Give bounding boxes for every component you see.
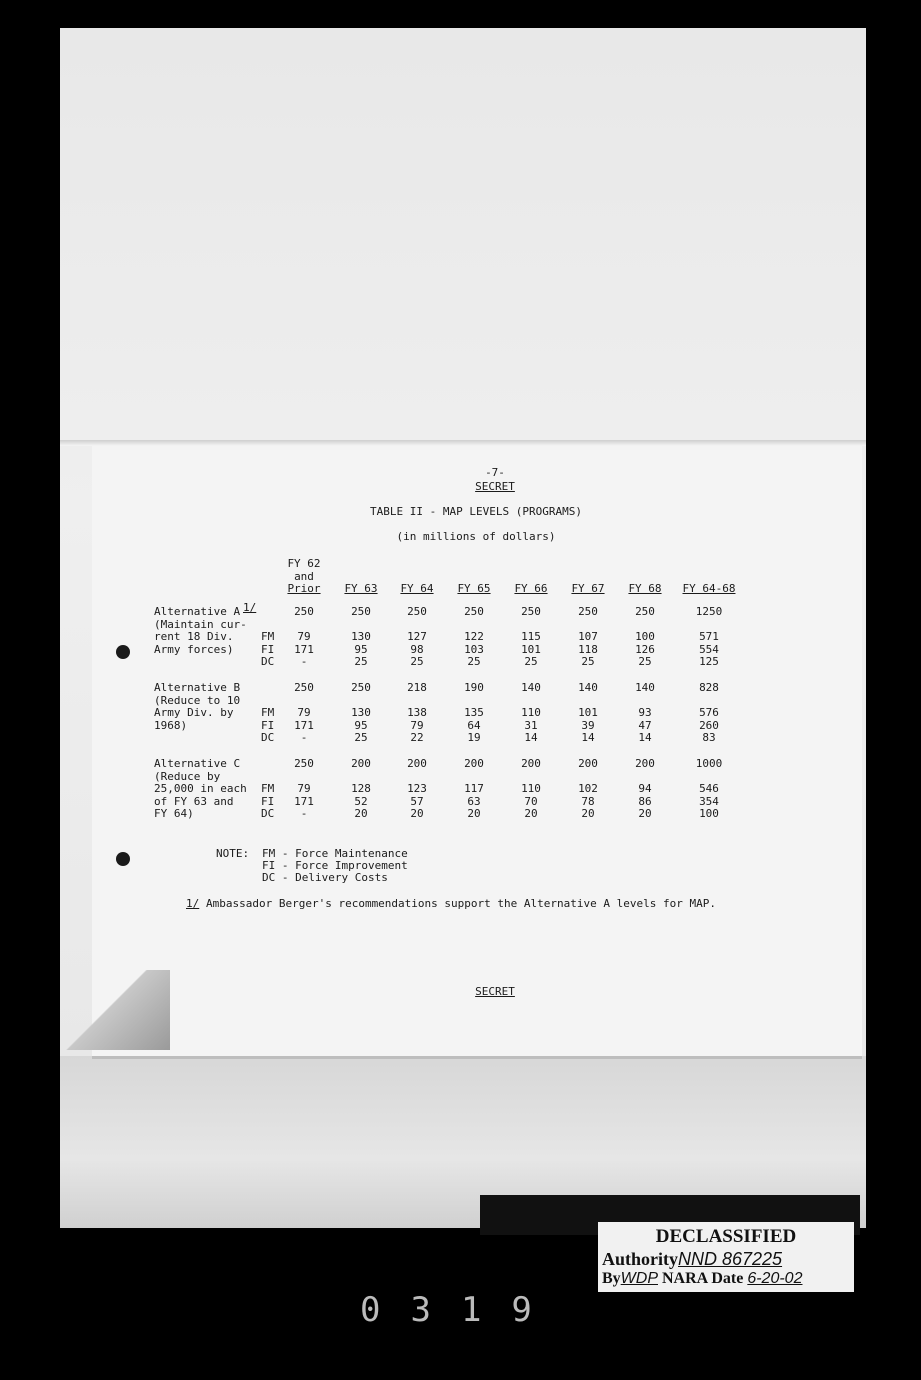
table-cell: 20: [524, 807, 538, 820]
stamp-nara-label: NARA Date: [662, 1270, 744, 1287]
total-cell: 250: [351, 681, 371, 694]
total-cell: 140: [521, 681, 541, 694]
alternative-label: Army Div. by: [154, 706, 234, 719]
alternative-label: 1968): [154, 718, 188, 732]
table-cell: 95: [354, 642, 368, 656]
total-cell: 200: [351, 757, 371, 770]
stamp-by-value: WDP: [620, 1270, 658, 1287]
table-cell: 25: [638, 655, 652, 668]
total-cell: 200: [521, 757, 541, 770]
total-cell: 1250: [695, 605, 723, 618]
table-cell: 95: [354, 718, 368, 732]
table-cell: 576: [699, 706, 719, 719]
table-cell: 122: [464, 630, 484, 643]
note-line-fm: FM - Force Maintenance: [262, 847, 408, 860]
table-cell: 52: [354, 794, 368, 808]
row-code: FI: [261, 794, 275, 808]
total-cell: 250: [464, 605, 484, 618]
total-cell: 200: [407, 757, 427, 770]
footnote-text: Ambassador Berger's recommendations support the Alternative A levels for MAP.: [206, 897, 716, 910]
total-cell: 140: [635, 681, 655, 694]
total-cell: 140: [578, 681, 598, 694]
table-cell: 19: [467, 731, 481, 744]
total-cell: 250: [407, 605, 427, 618]
stamp-by: [602, 1270, 802, 1288]
table-cell: 64: [467, 718, 481, 732]
column-header: FY 65: [457, 582, 491, 595]
table-cell: 100: [699, 807, 719, 820]
table-cell: 171: [294, 642, 314, 656]
column-header: FY 62: [287, 557, 321, 570]
punch-hole: [116, 852, 130, 866]
total-cell: 250: [521, 605, 541, 618]
row-code: DC: [261, 655, 275, 668]
alternative-label: FY 64): [154, 807, 194, 820]
row-code: DC: [261, 731, 275, 744]
table-cell: -: [300, 731, 308, 744]
table-cell: 130: [351, 706, 371, 719]
alternative-label: Alternative B: [154, 681, 241, 694]
frame-number: 0319: [360, 1290, 562, 1330]
table-cell: 20: [581, 807, 595, 820]
table-cell: 138: [407, 706, 427, 719]
classification-bottom: SECRET: [475, 985, 515, 998]
total-cell: 200: [635, 757, 655, 770]
table-cell: 123: [407, 782, 427, 795]
table-cell: 93: [638, 706, 652, 719]
alternative-label: Alternative C: [154, 757, 241, 770]
table-cell: 39: [581, 718, 595, 732]
column-header: and: [294, 569, 314, 583]
table-cell: -: [300, 807, 308, 820]
table-cell: 101: [578, 706, 598, 719]
table-cell: 130: [351, 630, 371, 643]
row-code: FI: [261, 718, 275, 732]
column-header: FY 64: [400, 582, 434, 595]
table-cell: 86: [638, 794, 652, 808]
column-header: FY 68: [628, 582, 662, 595]
stamp-title: DECLASSIFIED: [655, 1226, 797, 1247]
table-cell: 70: [524, 794, 538, 808]
stamp-authority-label: Authority: [602, 1249, 678, 1269]
declassification-stamp: [598, 1222, 854, 1292]
table-cell: 20: [467, 807, 481, 820]
table-cell: 83: [702, 731, 716, 744]
table-cell: 25: [524, 655, 538, 668]
table-cell: -: [300, 655, 308, 668]
note-line-dc: DC - Delivery Costs: [262, 871, 388, 884]
stamp-authority-value: NND 867225: [678, 1249, 783, 1269]
column-header: Prior: [287, 582, 321, 595]
punch-hole: [116, 645, 130, 659]
table-cell: 546: [699, 782, 719, 795]
alternative-label: Army forces): [154, 642, 234, 656]
alternative-label: rent 18 Div.: [154, 630, 234, 643]
row-code: FM: [261, 706, 275, 719]
table-subtitle: (in millions of dollars): [396, 530, 556, 543]
total-cell: 250: [294, 605, 314, 618]
column-header: FY 63: [344, 582, 378, 595]
table-cell: 47: [638, 718, 652, 732]
table-cell: 14: [524, 731, 538, 744]
table-cell: 103: [464, 642, 484, 656]
page-corner-shadow: [60, 970, 170, 1050]
total-cell: 190: [464, 681, 484, 694]
alternative-label: of FY 63 and: [154, 794, 234, 808]
alternative-label: 25,000 in each: [154, 782, 247, 795]
table-cell: 94: [638, 782, 652, 795]
table-cell: 101: [521, 642, 541, 656]
total-cell: 1000: [695, 757, 723, 770]
table-cell: 110: [521, 706, 541, 719]
table-cell: 79: [297, 782, 311, 795]
total-cell: 200: [464, 757, 484, 770]
total-cell: 250: [294, 757, 314, 770]
total-cell: 828: [699, 681, 719, 694]
table-cell: 127: [407, 630, 427, 643]
alternative-label: (Maintain cur-: [154, 617, 247, 631]
table-cell: 79: [297, 706, 311, 719]
table-cell: 354: [699, 794, 719, 808]
stamp-by-label: By: [602, 1270, 621, 1287]
note-line-fi: FI - Force Improvement: [262, 859, 408, 872]
page-number: -7-: [485, 466, 505, 479]
total-cell: 218: [407, 681, 427, 694]
total-cell: 250: [578, 605, 598, 618]
alternative-label: (Reduce to 10: [154, 693, 241, 707]
table-cell: 20: [638, 807, 652, 820]
row-code: FM: [261, 630, 275, 643]
table-cell: 135: [464, 706, 484, 719]
table-cell: 79: [297, 630, 311, 643]
total-cell: 250: [351, 605, 371, 618]
table-cell: 126: [635, 642, 655, 656]
table-cell: 125: [699, 655, 719, 668]
table-cell: 107: [578, 630, 598, 643]
table-cell: 171: [294, 718, 314, 732]
table-cell: 102: [578, 782, 598, 795]
stamp-authority: [602, 1249, 782, 1270]
note-label: NOTE:: [216, 847, 250, 860]
table-cell: 14: [581, 731, 595, 744]
table-cell: 100: [635, 630, 655, 643]
alternative-label: Alternative A: [154, 605, 241, 618]
row-code: FM: [261, 782, 275, 795]
table-cell: 20: [410, 807, 424, 820]
table-cell: 25: [467, 655, 481, 668]
table-cell: 31: [524, 718, 538, 732]
stamp-nara-value: 6-20-02: [747, 1270, 803, 1287]
table-cell: 115: [521, 630, 541, 643]
table-title: TABLE II - MAP LEVELS (PROGRAMS): [370, 505, 582, 518]
table-cell: 110: [521, 782, 541, 795]
table-cell: 571: [699, 630, 719, 643]
table-cell: 79: [410, 718, 424, 732]
table-cell: 20: [354, 807, 368, 820]
column-header: FY 66: [514, 582, 548, 595]
row-code: DC: [261, 807, 275, 820]
row-code: FI: [261, 642, 275, 656]
total-cell: 250: [294, 681, 314, 694]
total-cell: 200: [578, 757, 598, 770]
table-cell: 22: [410, 731, 424, 744]
total-cell: 250: [635, 605, 655, 618]
table-cell: 25: [354, 655, 368, 668]
footnote-mark: 1/: [186, 897, 200, 910]
table-cell: 171: [294, 794, 314, 808]
table-cell: 554: [699, 642, 719, 656]
alternative-label: (Reduce by: [154, 769, 221, 783]
table-cell: 260: [699, 718, 719, 732]
table-cell: 128: [351, 782, 371, 795]
column-header: FY 64-68: [682, 582, 736, 595]
table-cell: 25: [410, 655, 424, 668]
table-cell: 14: [638, 731, 652, 744]
classification-top: SECRET: [475, 480, 515, 493]
table-cell: 25: [581, 655, 595, 668]
table-cell: 57: [410, 794, 424, 808]
table-cell: 25: [354, 731, 368, 744]
table-cell: 98: [410, 642, 424, 656]
footnote-mark-ref: 1/: [243, 601, 257, 614]
table-cell: 117: [464, 782, 484, 795]
table-cell: 118: [578, 642, 598, 656]
table-cell: 78: [581, 794, 595, 808]
column-header: FY 67: [571, 582, 605, 595]
table-cell: 63: [467, 794, 481, 808]
